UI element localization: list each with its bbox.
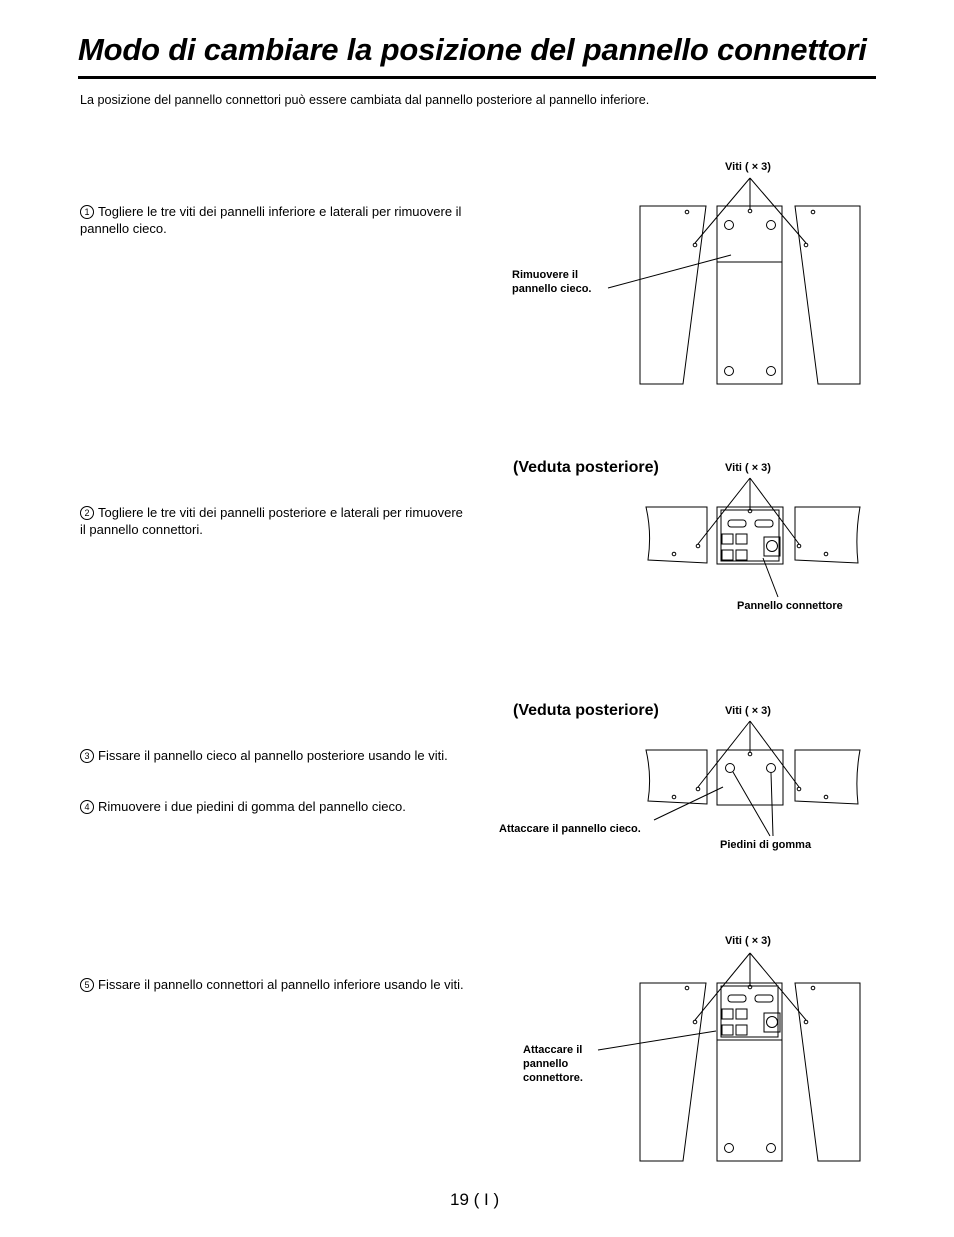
screw-icon [804,1020,808,1024]
step-number: 3 [80,749,94,763]
fig3-screws-label: Viti ( × 3) [725,705,771,717]
fig3-callout-right: Piedini di gomma [720,839,812,851]
right-side-panel [795,206,860,384]
foot-hole [767,221,776,230]
step-text: Togliere le tre viti dei pannelli posteriore e laterali per rimuovere il pannello connettori. [80,505,463,537]
rj-connector [722,1009,733,1019]
connector-panel-inner [721,510,779,561]
rj-connector [722,1025,733,1035]
leader-line [750,721,799,787]
screw-icon [696,787,700,791]
screw-icon [804,243,808,247]
rj-connector [736,1009,747,1019]
fig2-view-heading: (Veduta posteriore) [513,459,659,476]
fig3-callout-left: Attaccare il pannello cieco. [499,823,641,835]
screw-icon [824,795,828,799]
foot-hole [725,221,734,230]
leader-line [750,178,806,243]
leader-line [698,721,750,787]
rj-connector [722,534,733,544]
left-side-panel [640,206,706,384]
left-side-panel [646,507,707,563]
leader-line [654,787,723,820]
figure-2-diagram [646,478,860,597]
screw-icon [748,209,752,213]
leader-line [695,178,750,243]
fig2-screws-label: Viti ( × 3) [725,462,771,474]
rj-connector [736,534,747,544]
foot-hole [725,1144,734,1153]
step-text: Togliere le tre viti dei pannelli inferiore e laterali per rimuovere il pannello cieco. [80,204,462,236]
bottom-panel [717,983,782,1161]
screw-icon [685,986,689,990]
leader-line [750,478,799,544]
screw-icon [696,544,700,548]
page-number: 19 ( I ) [450,1190,500,1209]
foot-hole [767,1144,776,1153]
round-connector-socket [767,541,778,552]
rubber-foot [767,764,776,773]
step-number: 5 [80,978,94,992]
page-title: Modo di cambiare la posizione del pannello connettori [78,32,867,67]
rj-connector [736,1025,747,1035]
d-sub-connector [728,520,746,527]
screw-icon [693,243,697,247]
left-side-panel [640,983,706,1161]
screw-icon [797,544,801,548]
rj-connector [736,550,747,560]
rubber-foot [726,764,735,773]
step-number: 4 [80,800,94,814]
screw-icon [811,210,815,214]
blank-panel [717,750,783,805]
screw-icon [672,552,676,556]
d-sub-connector [755,995,773,1002]
step-number: 2 [80,506,94,520]
figure-4-diagram [598,953,860,1161]
fig3-view-heading: (Veduta posteriore) [513,702,659,719]
foot-hole [725,367,734,376]
fig4-callout: Attaccare il pannello connettore. [523,1044,583,1084]
left-side-panel [646,750,707,804]
right-side-panel [795,983,860,1161]
fig4-screws-label: Viti ( × 3) [725,935,771,947]
leader-line [733,772,770,836]
figure-1-diagram [608,178,860,384]
round-connector-socket [767,1017,778,1028]
figure-3-diagram [646,721,860,836]
fig1-callout: Rimuovere il pannello cieco. [512,269,592,295]
screw-icon [797,787,801,791]
connector-panel [717,507,783,564]
screw-icon [685,210,689,214]
screw-icon [811,986,815,990]
connector-panel [717,983,782,1040]
screw-icon [672,795,676,799]
screw-icon [748,752,752,756]
step-number: 1 [80,205,94,219]
fig1-screws-label: Viti ( × 3) [725,161,771,173]
fig2-callout: Pannello connettore [737,600,843,612]
foot-hole [767,367,776,376]
intro-text: La posizione del pannello connettori può essere cambiata dal pannello posteriore al pannello inferiore. [80,93,650,107]
leader-line [608,255,731,288]
rj-connector [722,550,733,560]
d-sub-connector [755,520,773,527]
connector-panel-inner [721,986,778,1037]
screw-icon [693,1020,697,1024]
screw-icon [824,552,828,556]
d-sub-connector [728,995,746,1002]
step-text: Fissare il pannello cieco al pannello posteriore usando le viti. [98,748,448,763]
step-text: Fissare il pannello connettori al pannello inferiore usando le viti. [98,977,464,992]
bottom-panel [717,206,782,384]
step-text: Rimuovere i due piedini di gomma del pannello cieco. [98,799,406,814]
